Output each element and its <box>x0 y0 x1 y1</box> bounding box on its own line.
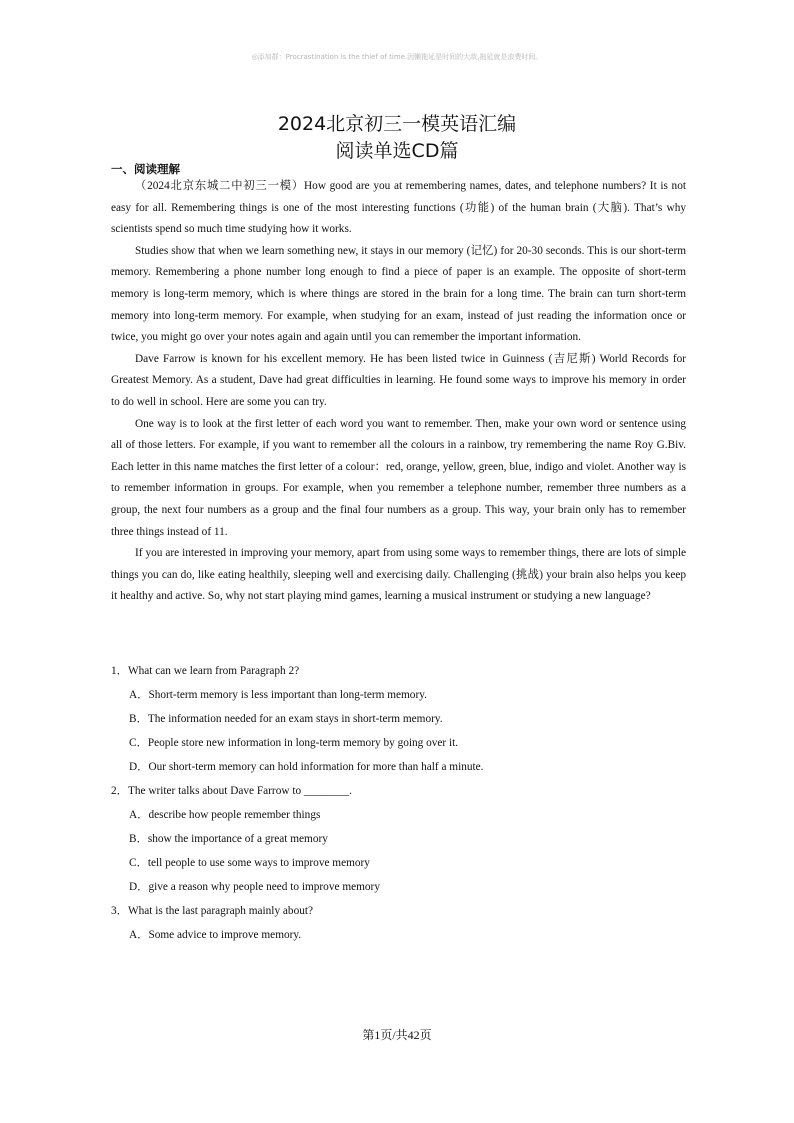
page-number: 第1页/共42页 <box>362 1028 432 1042</box>
question-3-option-a: A．Some advice to improve memory. <box>129 929 302 941</box>
question-1-option-c: C．People store new information in long-term memory by going over it. <box>129 737 459 749</box>
passage-paragraph-2: Studies show that when we learn something new, it stays in our memory (记忆) for 20-30 seconds. This is our short-term memory. Remembering a phone number long enough to find a piece of paper is an example. The opposite of short-term memory is long-term memory, which is where things are stored in the brain for a long time. The brain can turn short-term memory into long-term memory. For example, when studying for an exam, instead of just reading the information once or twice, you might go over your notes again and again until you can remember the important information. <box>111 244 686 344</box>
watermark-text: ◎添加群：Procrastination is the thief of time.因懒拖延是时间的大敌,拖延就是浪费时间。 <box>251 53 543 61</box>
question-1-option-a: A．Short-term memory is less important than long-term memory. <box>129 689 427 701</box>
question-1-option-d: D．Our short-term memory can hold information for more than half a minute. <box>129 761 484 773</box>
passage-paragraph-4: One way is to look at the first letter of each word you want to remember. Then, make your own word or sentence using all of those letters. For example, if you want to remember all the colours in a rainbow, try remembering the name Roy G.Biv. Each letter in this name matches the first letter of a colour：red, orange, yellow, green, blue, indigo and violet. Another way is to remember information in groups. For example, when you remember a telephone number, remember three numbers as a group, the next four numbers as a group and the final four numbers as a group. This way, your brain only has to remember three things instead of 11. <box>111 417 686 538</box>
passage-paragraph-3: Dave Farrow is known for his excellent memory. He has been listed twice in Guinness (吉尼斯) World Records for Greatest Memory. As a student, Dave had great difficulties in learning. He found some ways to improve his memory in order to do well in school. Here are some you can try. <box>111 352 686 408</box>
reading-passage <box>111 176 686 608</box>
question-2-option-a: A．describe how people remember things <box>129 809 321 821</box>
document-title: 2024北京初三一模英语汇编 <box>277 113 517 135</box>
question-1-option-b: B．The information needed for an exam stays in short-term memory. <box>129 713 443 725</box>
question-2-option-c: C．tell people to use some ways to improve memory <box>129 857 370 869</box>
passage-paragraph-5: If you are interested in improving your memory, apart from using some ways to remember things, there are lots of simple things you can do, like eating healthily, sleeping well and exercising daily. Challenging (挑战) your brain also helps you keep it healthy and active. So, why not start playing mind games, learning a musical instrument or studying a new language? <box>111 547 686 603</box>
section-heading: 一、阅读理解 <box>111 162 180 176</box>
question-2-option-d: D．give a reason why people need to improve memory <box>129 881 380 893</box>
question-2-stem: 2．The writer talks about Dave Farrow to ________. <box>111 785 352 797</box>
question-1-stem: 1．What can we learn from Paragraph 2? <box>111 665 300 677</box>
question-2-option-b: B．show the importance of a great memory <box>129 833 328 845</box>
passage-paragraph-1: （2024北京东城二中初三一模）How good are you at remembering names, dates, and telephone numbers? It is not easy for all. Remembering things is one of the most interesting functions (功能) of the human brain (大脑). That’s why scientists spend so much time studying how it works. <box>111 180 686 236</box>
document-subtitle: 阅读单选CD篇 <box>335 140 459 162</box>
question-3-stem: 3．What is the last paragraph mainly about? <box>111 905 314 917</box>
